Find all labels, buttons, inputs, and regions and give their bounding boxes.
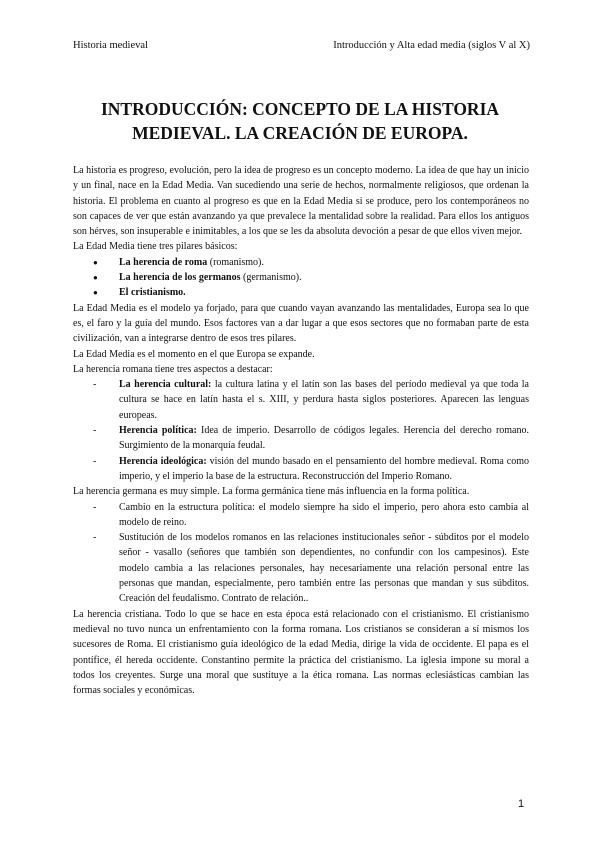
header-right: Introducción y Alta edad media (siglos V al X) — [333, 40, 530, 51]
title-line-2: MEDIEVAL. LA CREACIÓN DE EUROPA. — [132, 123, 468, 143]
list-item-text: visión del mundo basado en el pensamiento del hombre medieval. Roma como imperio, y el imperio la base de la estructura. Reconstrucción del Imperio Romano. — [119, 455, 529, 482]
list-item — [93, 377, 529, 423]
pillars-list — [73, 255, 529, 301]
list-item: - Cambio en la estructura política: el modelo siempre ha sido el imperio, pero ahora esto cambia al modelo de reino. — [93, 500, 529, 531]
list-item — [93, 270, 529, 285]
list-item — [93, 454, 529, 485]
list-item-bold: La herencia de los germanos — [119, 272, 241, 284]
paragraph: La historia es progreso, evolución, pero la idea de progreso es un concepto moderno. La idea de que hay un inicio y un final, nace en la Edad Media. Van sucediendo una serie de hechos, normalmente religiosos, que ordenan la historia. El problema en cuanto al progreso es que en la Edad Media si se produce, pero los contemporáneos no son capaces de ver que están avanzando ya que prevalece la mentalidad sobre la realidad. Para ellos los antiguos son hérves, son insuperable e inimitables, a los que se les da absoluta devoción a pesar de que ellos viven mejor. — [73, 165, 529, 238]
paragraph: La Edad Media es el momento en el que Europa se expande. — [73, 348, 315, 360]
list-item-text: (romanismo). — [207, 256, 264, 268]
paragraph: La herencia germana es muy simple. La forma germánica tiene más influencia en la forma política. — [73, 486, 470, 498]
running-header — [73, 40, 530, 51]
germanic-heritage-list — [73, 500, 529, 607]
body-text — [73, 163, 529, 698]
paragraph: La Edad Media tiene tres pilares básicos: — [73, 241, 238, 253]
roman-heritage-list — [73, 377, 529, 484]
title-line-1: INTRODUCCIÓN: CONCEPTO DE LA HISTORIA — [100, 99, 500, 119]
list-item-text: la cultura latina y el latín son las bases del período medieval ya que toda la cultura se hace en latín hasta el s. XIII, y perdura hasta siglos posteriores. Aparecen las lenguas europeas. — [119, 379, 529, 421]
list-item-bold: El cristianismo. — [119, 287, 186, 299]
paragraph: La herencia romana tiene tres aspectos a destacar: — [73, 363, 273, 375]
paragraph: La herencia cristiana. Todo lo que se hace en esta época está relacionado con el cristianismo. El cristianismo medieval no tuvo nunca un enfrentamiento con la forma romana. Los cristianos se consideran a sí mismos los sucesores de Roma. El cristianismo guía ideológico de la edad Media, dirige la vida de occidente. El papa es el pontífice, él hereda occidente. Constantino permite la práctica del cristianismo. La iglesia impone su moral a todos los creyentes. Surge una moral que sustituye a la ética romana. Las normas eclesiásticas cambian las formas sociales y económicas. — [73, 608, 529, 697]
list-item — [93, 423, 529, 454]
list-item-text: (germanismo). — [240, 272, 302, 284]
page-title — [60, 97, 540, 145]
paragraph: La Edad Media es el modelo ya forjado, para que cuando vayan avanzando las mentalidades, Europa sea lo que es, el faro y la guía del mundo. Esos factores van a dar lugar a que esos sectores que no formaban parte de esta civilización, van a integrarse dentro de esos tres pilares. — [73, 302, 529, 345]
list-item-text: Idea de imperio. Desarrollo de códigos legales. Herencia del derecho romano. Surgimiento de la monarquía feudal. — [119, 425, 529, 452]
list-item — [93, 285, 529, 300]
header-left: Historia medieval — [73, 40, 148, 51]
list-item-bold: Herencia política: — [119, 425, 197, 437]
page-number: 1 — [518, 798, 525, 810]
list-item-bold: La herencia de roma — [119, 256, 208, 268]
list-item-bold: Herencia ideológica: — [119, 455, 207, 467]
list-item — [93, 255, 529, 270]
list-item-bold: La herencia cultural: — [119, 379, 212, 391]
list-item: - Sustitución de los modelos romanos en las relaciones institucionales señor - súbditos por el modelo señor - vasallo (señores que también son dependientes, no confundir con los campesinos). Este modelo cambia a las relaciones personales, hay necesariamente una relación personal entre las personas que mandan, especialmente, pero también entre las personas que mandan y sus súbditos. Creación del feudalismo. Contrato de relación.. — [93, 530, 529, 606]
